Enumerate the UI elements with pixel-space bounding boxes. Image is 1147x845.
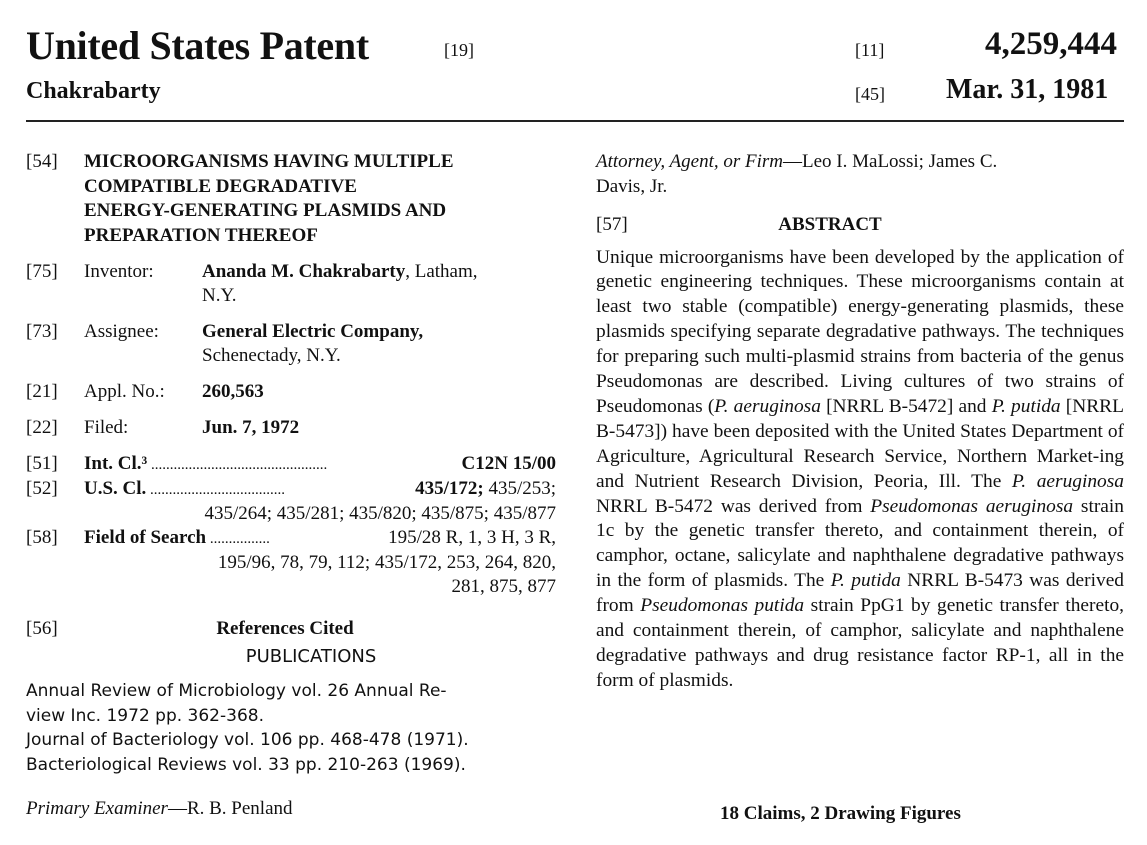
field-search-value	[84, 526, 556, 551]
title-line: ENERGY-GENERATING PLASMIDS AND	[84, 200, 447, 221]
field-search-row	[26, 526, 556, 551]
patent-number: 4,259,444	[985, 26, 1117, 62]
field-search-line1: 195/28 R, 1, 3 H, 3 R,	[388, 527, 556, 548]
appl-code: [21]	[26, 381, 58, 402]
references-heading-row	[26, 617, 556, 641]
attorney-names-cont: Davis, Jr.	[596, 175, 668, 197]
abstract-heading-row	[596, 213, 1124, 238]
title-code-54: [54]	[26, 151, 58, 172]
list-item: view Inc. 1972 pp. 362-368.	[26, 705, 264, 726]
field-search-label: Field of Search	[84, 527, 207, 548]
attorney-line	[596, 150, 1124, 199]
appl-value: 260,563	[202, 381, 264, 402]
inventor-surname: Chakrabarty	[26, 78, 161, 104]
patent-header-title: United States Patent	[26, 23, 369, 68]
abstract-heading: ABSTRACT	[778, 214, 882, 235]
examiner-label: Primary Examiner	[26, 798, 168, 819]
us-cl-secondary: 435/253;	[483, 478, 556, 499]
int-cl-value	[84, 452, 556, 477]
assignee-value	[202, 320, 556, 368]
examiner-name: —R. B. Penland	[167, 798, 293, 819]
us-cl-dots: ....................................	[146, 482, 286, 498]
appl-section	[26, 380, 556, 404]
title-line: MICROORGANISMS HAVING MULTIPLE	[84, 151, 454, 172]
inventor-label: Inventor:	[84, 261, 154, 282]
assignee-name: General Electric Company,	[202, 321, 424, 342]
examiner-line	[26, 797, 556, 821]
inventor-section	[26, 260, 556, 308]
us-cl-continuation: 435/264; 435/281; 435/820; 435/875; 435/877	[204, 503, 556, 524]
field-search-line2: 195/96, 78, 79, 112; 435/172, 253, 264, 820,	[217, 552, 556, 573]
filed-code: [22]	[26, 417, 58, 438]
assignee-code: [73]	[26, 321, 58, 342]
title-line: PREPARATION THEREOF	[84, 224, 318, 246]
field-search-line3: 281, 875, 877	[451, 576, 556, 597]
assignee-label: Assignee:	[84, 321, 159, 342]
abstract-body: Unique microorganisms have been developed by the application of genetic engineering techniques. These microorganisms contain at least two stable (compatible) energy-generating plasmids, these plasmids specifying separate degradative pathways. The techniques for preparing such multi-plasmid strains from bacteria of the genus Pseudomonas are described. Living cultures of two strains of Pseudomonas (P. aeruginosa [NRRL B-5472] and P. putida [NRRL B-5473]) have been deposited with the United States Department of Agriculture, Agricultural Research Service, Northern Market-ing and Nutrient Research Division, Peoria, Ill. The P. aeruginosa NRRL B-5472 was derived from Pseudomonas aeruginosa strain 1c by the genetic transfer thereto, and containment therein, of camphor, octane, salicylate and naphthalene degradative pathways in the form of plasmids. The P. putida NRRL B-5473 was derived from Pseudomonas putida strain PpG1 by genetic transfer thereto, and containment therein, of camphor, salicylate and naphthalene degradative pathways and drug resistance factor RP-1, all in the form of plasmids.	[596, 246, 1125, 691]
list-item: Bacteriological Reviews vol. 33 pp. 210-263 (1969).	[26, 754, 466, 775]
filed-label: Filed:	[84, 417, 129, 438]
header-rule	[26, 120, 1124, 122]
int-cl-row	[26, 452, 556, 477]
us-cl-primary: 435/172;	[415, 478, 484, 499]
references-heading: References Cited	[216, 618, 354, 639]
assignee-location: Schenectady, N.Y.	[202, 345, 341, 366]
field-search-code: [58]	[26, 527, 58, 548]
inventor-location: , Latham,	[405, 261, 478, 282]
int-cl-code: [51]	[26, 453, 58, 474]
inventor-value	[202, 260, 556, 308]
invention-title	[84, 150, 556, 248]
date-code: [45]	[855, 84, 885, 104]
classification-section	[26, 452, 556, 599]
assignee-section	[26, 320, 556, 368]
bibliographic-column	[26, 150, 556, 821]
reference-list	[26, 679, 556, 777]
filed-section	[26, 416, 556, 440]
int-cl-class: C12N 15/00	[461, 453, 556, 474]
patent-date: Mar. 31, 1981	[946, 74, 1109, 105]
filed-value: Jun. 7, 1972	[202, 417, 300, 438]
abstract-column	[596, 150, 1124, 694]
title-code: [19]	[444, 40, 474, 60]
attorney-label: Attorney, Agent, or Firm	[596, 151, 783, 172]
appl-label: Appl. No.:	[84, 381, 165, 402]
list-item: Journal of Bacteriology vol. 106 pp. 468-478 (1971).	[26, 730, 469, 750]
title-section	[26, 150, 556, 248]
list-item: Annual Review of Microbiology vol. 26 Annual Re-	[26, 681, 447, 701]
inventor-code: [75]	[26, 261, 58, 282]
field-search-dots: ................	[206, 531, 270, 547]
us-cl-row	[26, 477, 556, 502]
publications-heading: PUBLICATIONS	[245, 646, 377, 667]
abstract-code: [57]	[596, 214, 628, 235]
claims-summary: 18 Claims, 2 Drawing Figures	[720, 803, 961, 824]
us-cl-code: [52]	[26, 478, 58, 499]
us-cl-value	[84, 477, 556, 502]
int-cl-dots: ...............................................	[147, 457, 328, 473]
references-code: [56]	[26, 618, 58, 639]
us-cl-label: U.S. Cl.	[84, 478, 147, 499]
inventor-name: Ananda M. Chakrabarty	[202, 261, 406, 282]
int-cl-label: Int. Cl.³	[84, 453, 148, 474]
inventor-state: N.Y.	[202, 285, 237, 306]
patent-number-code: [11]	[855, 40, 885, 60]
attorney-names: —Leo I. MaLossi; James C.	[783, 151, 998, 172]
title-line: COMPATIBLE DEGRADATIVE	[84, 175, 357, 197]
